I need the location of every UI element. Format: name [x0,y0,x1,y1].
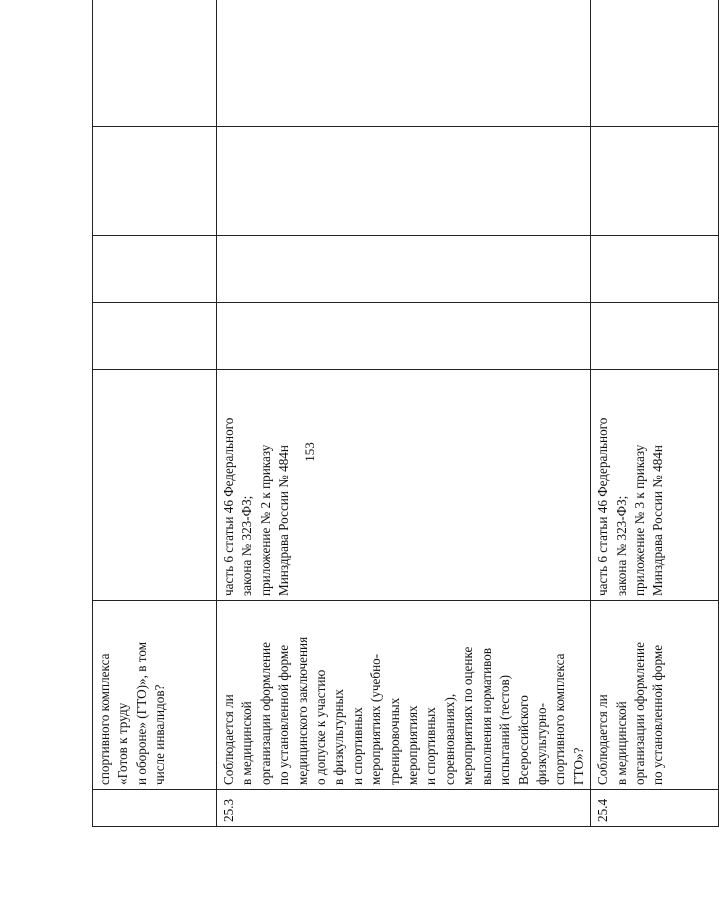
note-cell [217,0,591,127]
question-text-line: мероприятиях по оценке [460,646,476,785]
question-text-line: тренировочных [386,697,402,785]
legal-basis-text-line: закона № 323-ФЗ; [613,495,629,596]
question-cell [93,601,217,790]
question-text-line: выполнения нормативов [478,647,494,785]
legal-basis-text-line: Минздрава России № 484н [650,445,666,596]
checklist-table-rotated [92,17,666,827]
answer-no-cell [93,236,217,303]
question-text-line: спортивного комплекса [97,653,112,785]
question-text-line: по установленной форме [276,644,292,785]
checklist-table-body [93,0,719,827]
legal-basis-text-line: часть 6 статьи 46 Федерального [595,417,611,596]
note-cell [93,0,217,127]
question-text-line: в медицинской [239,701,255,785]
item-number-cell [93,790,217,827]
question-text-line: физкультурно- [533,703,549,785]
item-number-cell: 25.3 [217,790,591,827]
question-text-line: испытаний (тестов) [497,674,513,785]
question-cell [217,601,591,790]
question-text-line: организации оформление [257,642,273,785]
question-text-line: в физкультурных [331,689,347,785]
question-text-line: организации оформление [631,642,647,785]
question-text-line: и обороне» (ГТО)», в том [133,641,149,785]
table-row-continued [93,0,217,827]
legal-basis-text-line: приложение № 2 к приказу [257,444,273,596]
question-text-line: ГТО»? [570,747,586,785]
answer-yes-cell [217,303,591,370]
page-number: 153 [302,442,317,462]
question-text-line: и спортивных [423,707,439,785]
legal-basis-cell [591,370,719,601]
question-text-line: числе инвалидов? [152,684,168,785]
legal-basis-text-line: часть 6 статьи 46 Федерального [221,417,236,596]
question-text-line: Всероссийского [515,695,531,785]
question-cell [591,601,719,790]
legal-basis-text-line: закона № 323-ФЗ; [239,495,255,596]
question-text-line: и спортивных [349,707,365,785]
question-text-line: Соблюдается ли [595,694,611,785]
answer-no-cell [591,236,719,303]
question-text-line: соревнованиях), [441,693,457,785]
checklist-table [92,0,719,827]
answer-not-applicable-cell [217,127,591,236]
table-row-25-3 [217,0,591,827]
legal-basis-text-line: приложение № 3 к приказу [631,444,647,596]
answer-no-cell [217,236,591,303]
legal-basis-cell [93,370,217,601]
item-number-cell: 25.4 [591,790,719,827]
legal-basis-cell [217,370,591,601]
answer-yes-cell [93,303,217,370]
legal-basis-text-line: Минздрава России № 484н [276,445,292,596]
answer-not-applicable-cell [93,127,217,236]
answer-not-applicable-cell [591,127,719,236]
question-text-line: Соблюдается ли [221,694,236,785]
question-text-line: по установленной форме [650,644,666,785]
question-text-line: медицинского заключения [294,636,310,785]
question-text-line: спортивного комплекса [552,653,568,785]
question-text-line: мероприятиях (учебно- [368,653,384,785]
question-text-line: «Готов к труду [115,702,131,785]
question-text-line: в медицинской [613,701,629,785]
answer-yes-cell [591,303,719,370]
note-cell [591,0,719,127]
question-text-line: о допуске к участию [313,669,329,785]
table-row-25-4 [591,0,719,827]
question-text-line: мероприятиях [405,705,421,785]
